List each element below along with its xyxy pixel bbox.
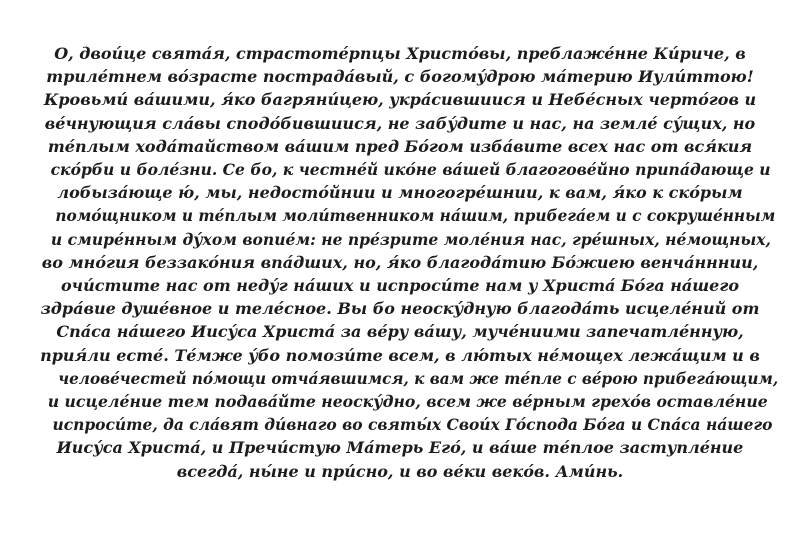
- text-line-7: лобыза́юще ю́, мы, недосто́йнии и многогре́шнии, к вам, я́ко к ско́рым: [57, 183, 743, 203]
- text-line-14: прия́ли есте́. Те́мже у́бо помози́те всем, в лю́тых не́мощех лежа́щим и в: [40, 345, 760, 365]
- text-line-13: Спа́са на́шего Иису́са Христа́ за ве́ру ва́шу, муче́ниими запечатле́нную,: [56, 322, 744, 342]
- text-line-19: всегда́, ны́не и при́сно, и во ве́ки веко́в. Ами́нь.: [176, 461, 624, 481]
- text-line-15: челове́честей по́мощи отча́явшимся, к вам же те́пле с ве́рою прибега́ющим,: [58, 368, 779, 388]
- text-line-9: и смире́нным ду́хом вопие́м: не пре́зрите моле́ния нас, гре́шных, не́мощных,: [50, 229, 771, 249]
- text-line-1: О, двои́це свята́я, страстоте́рпцы Христо́вы, преблаже́нне Ки́риче, в: [54, 44, 746, 63]
- text-line-5: те́плым хода́тайством ва́шим пред Бо́гом изба́вите всех нас от вся́кия: [47, 136, 753, 156]
- text-line-10: во мно́гия беззако́ния впа́дших, но, я́ко благода́тию Бо́жиею венча́нннии,: [41, 252, 759, 272]
- text-line-4: ве́чнующия сла́вы сподо́бившиися, не забу́дите и нас, на земле́ су́щих, но: [44, 113, 756, 133]
- prayer-text: [40, 42, 779, 483]
- text-line-3: Кровьми́ ва́шими, я́ко багряни́цею, укра́сившиися и Небе́сных черто́гов и: [43, 90, 757, 110]
- text-line-17: испроси́те, да сла́вят ди́внаго во святы́х Свои́х Го́спода Бо́га и Спа́са на́шего: [52, 415, 773, 435]
- text-line-12: здра́вие душе́вное и теле́сное. Вы бо неоску́дную благода́ть исцеле́ний от: [40, 299, 760, 319]
- text-line-2: триле́тнем во́зрасте пострада́вый, с богому́дрою ма́терию Иули́ттою!: [46, 67, 754, 87]
- text-line-16: и исцеле́ние тем подава́йте неоску́дно, всем же ве́рным грехо́в оставле́ние: [47, 392, 768, 412]
- text-line-18: Иису́са Христа́, и Пречи́стую Ма́терь Его́, и ва́ше те́плое заступле́ние: [56, 438, 744, 458]
- text-line-8: помо́щником и те́плым моли́твенником на́шим, прибега́ем и с сокруше́нным: [55, 206, 776, 226]
- text-line-11: очи́стите нас от неду́г на́ших и испроси́те нам у Христа́ Бо́га на́шего: [60, 276, 740, 296]
- text-line-6: ско́рби и боле́зни. Се бо, к честне́й ико́не ва́шей благогове́йно припа́дающе и: [50, 160, 771, 180]
